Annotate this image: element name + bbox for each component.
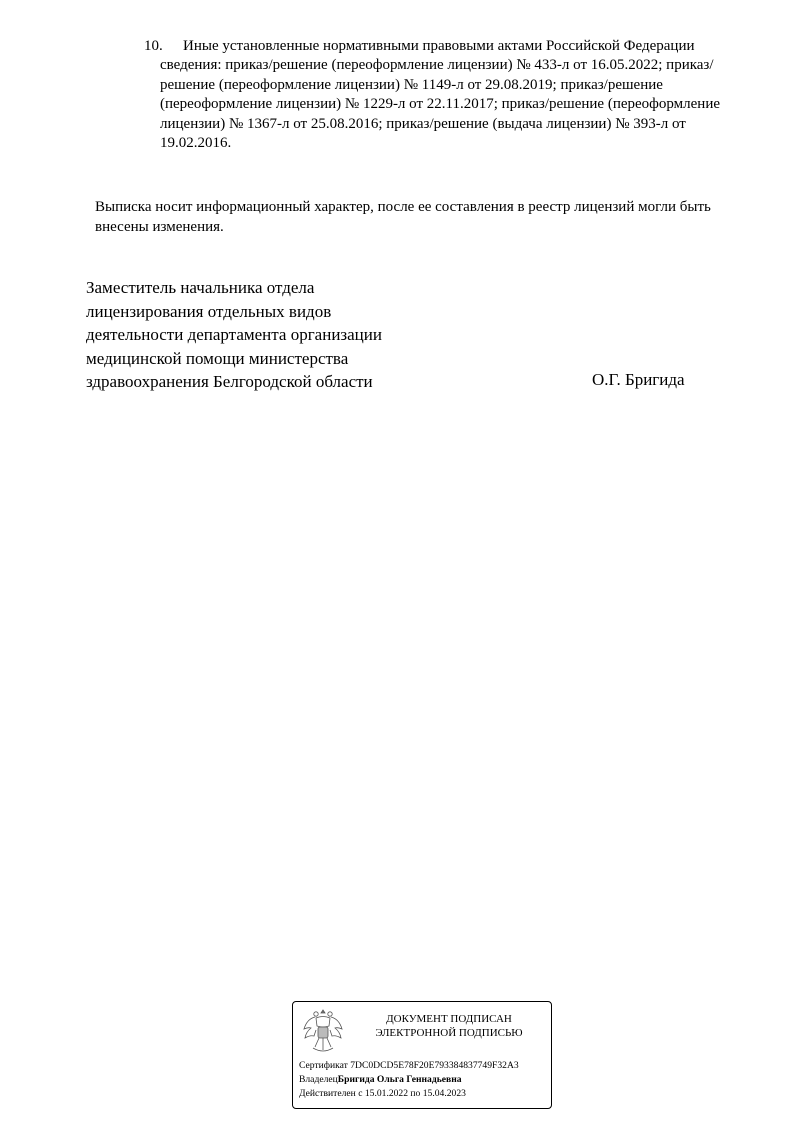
certificate-value: 7DC0DCD5E78F20E793384837749F32A3 (350, 1060, 519, 1071)
certificate-label: Сертификат (299, 1060, 348, 1071)
disclaimer-note: Выписка носит информационный характер, после ее составления в реестр лицензий могли быть внесены изменения. (95, 199, 711, 235)
signer-position (86, 276, 446, 394)
signer-position-line: Заместитель начальника отдела (86, 278, 315, 297)
validity-line: Действителен с 15.01.2022 по 15.04.2023 (299, 1088, 466, 1099)
stamp-title-line: ДОКУМЕНТ ПОДПИСАН (386, 1013, 512, 1025)
signer-position-line: медицинской помощи министерства (86, 348, 349, 368)
stamp-title (351, 1013, 547, 1040)
item-10 (144, 37, 759, 153)
stamp-title-line: ЭЛЕКТРОННОЙ ПОДПИСЬЮ (375, 1026, 523, 1039)
item-text: Иные установленные нормативными правовыми актами Российской Федерации сведения: приказ/решение (переоформление лицензии) № 433-л от 16.05.2022; приказ/решение (переоформление лицензии) № 1149-л от 29.08.2019; приказ/решение (переоформление лицензии) № 1229-л от 22.11.2017; приказ/решение (переоформление лицензии) № 1367-л от 25.08.2016; приказ/решение (выдача лицензии) № 393-л от 19.02.2016. (160, 38, 721, 152)
double-headed-eagle-emblem-icon (301, 1008, 345, 1058)
owner-label: Владелец (299, 1074, 338, 1085)
certificate-line (299, 1060, 519, 1072)
signer-position-line: деятельности департамента организации (86, 325, 382, 345)
signer-position-line: здравоохранения Белгородской области (86, 372, 373, 392)
item-number: 10. (144, 38, 163, 54)
signer-name: О.Г. Бригида (592, 370, 685, 389)
owner-line (299, 1074, 462, 1086)
signer-position-line: лицензирования отдельных видов (86, 301, 332, 321)
e-signature-stamp (292, 1001, 552, 1109)
owner-value: Бригида Ольга Геннадьевна (337, 1074, 462, 1085)
